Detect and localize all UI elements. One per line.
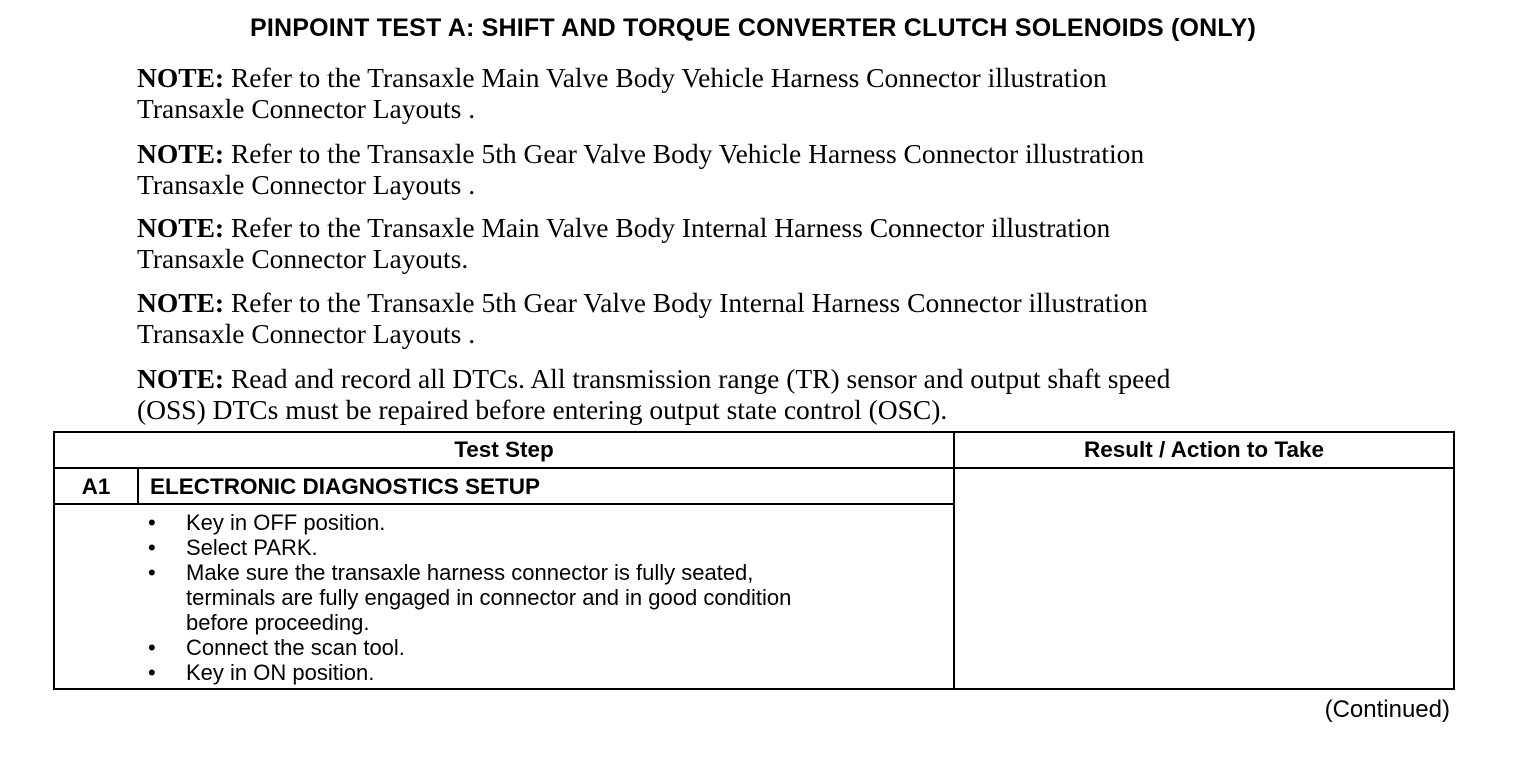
- note-text: Refer to the Transaxle 5th Gear Valve Body Vehicle Harness Connector illustration: [230, 138, 1145, 169]
- instruction-text: Key in OFF position.: [186, 510, 386, 535]
- note-5: [137, 363, 1367, 425]
- instruction-text: Select PARK.: [186, 535, 318, 560]
- note-text-cont: Transaxle Connector Layouts .: [137, 169, 476, 200]
- instruction-text: before proceeding.: [186, 610, 370, 635]
- bullet-icon: •: [148, 660, 156, 685]
- step-instructions: [148, 510, 791, 685]
- note-3: [137, 212, 1367, 274]
- note-text-cont: Transaxle Connector Layouts .: [137, 93, 476, 124]
- instruction-text: terminals are fully engaged in connector and in good condition: [186, 585, 792, 610]
- bullet-icon: •: [148, 560, 156, 585]
- list-item: [148, 660, 791, 685]
- note-text: Refer to the Transaxle Main Valve Body Internal Harness Connector illustration: [230, 212, 1111, 243]
- test-step-table: [53, 431, 1455, 690]
- instruction-text: Key in ON position.: [186, 660, 375, 685]
- note-text: Refer to the Transaxle 5th Gear Valve Body Internal Harness Connector illustration: [230, 287, 1148, 318]
- page-title: PINPOINT TEST A: SHIFT AND TORQUE CONVERTER CLUTCH SOLENOIDS (ONLY): [249, 14, 1257, 42]
- note-text-cont: (OSS) DTCs must be repaired before entering output state control (OSC).: [137, 394, 948, 425]
- note-label: NOTE:: [137, 138, 225, 169]
- continued-label: (Continued): [1324, 696, 1450, 723]
- note-text-cont: Transaxle Connector Layouts.: [137, 243, 469, 274]
- note-label: NOTE:: [137, 212, 225, 243]
- note-label: NOTE:: [137, 363, 225, 394]
- step-title: ELECTRONIC DIAGNOSTICS SETUP: [150, 474, 541, 499]
- bullet-icon: •: [148, 535, 156, 560]
- note-text-cont: Transaxle Connector Layouts .: [137, 318, 476, 349]
- list-item: [148, 535, 791, 560]
- header-test-step: Test Step: [454, 437, 554, 462]
- bullet-icon: •: [148, 635, 156, 660]
- list-item: [148, 510, 791, 535]
- note-text: Read and record all DTCs. All transmission range (TR) sensor and output shaft speed: [230, 363, 1171, 394]
- note-4: [137, 287, 1367, 349]
- list-item: [148, 560, 791, 635]
- note-label: NOTE:: [137, 287, 225, 318]
- instruction-text: Connect the scan tool.: [186, 635, 405, 660]
- instruction-text: Make sure the transaxle harness connector is fully seated,: [186, 560, 754, 585]
- header-divider: [55, 467, 1453, 469]
- row-divider: [55, 503, 953, 505]
- note-2: [137, 138, 1367, 200]
- note-1: [137, 62, 1367, 124]
- list-item: [148, 635, 791, 660]
- step-id-divider: [137, 469, 139, 503]
- header-result-action: Result / Action to Take: [1083, 437, 1325, 462]
- step-id: A1: [81, 474, 111, 499]
- bullet-icon: •: [148, 510, 156, 535]
- note-label: NOTE:: [137, 62, 225, 93]
- column-divider: [953, 433, 955, 688]
- note-text: Refer to the Transaxle Main Valve Body Vehicle Harness Connector illustration: [230, 62, 1107, 93]
